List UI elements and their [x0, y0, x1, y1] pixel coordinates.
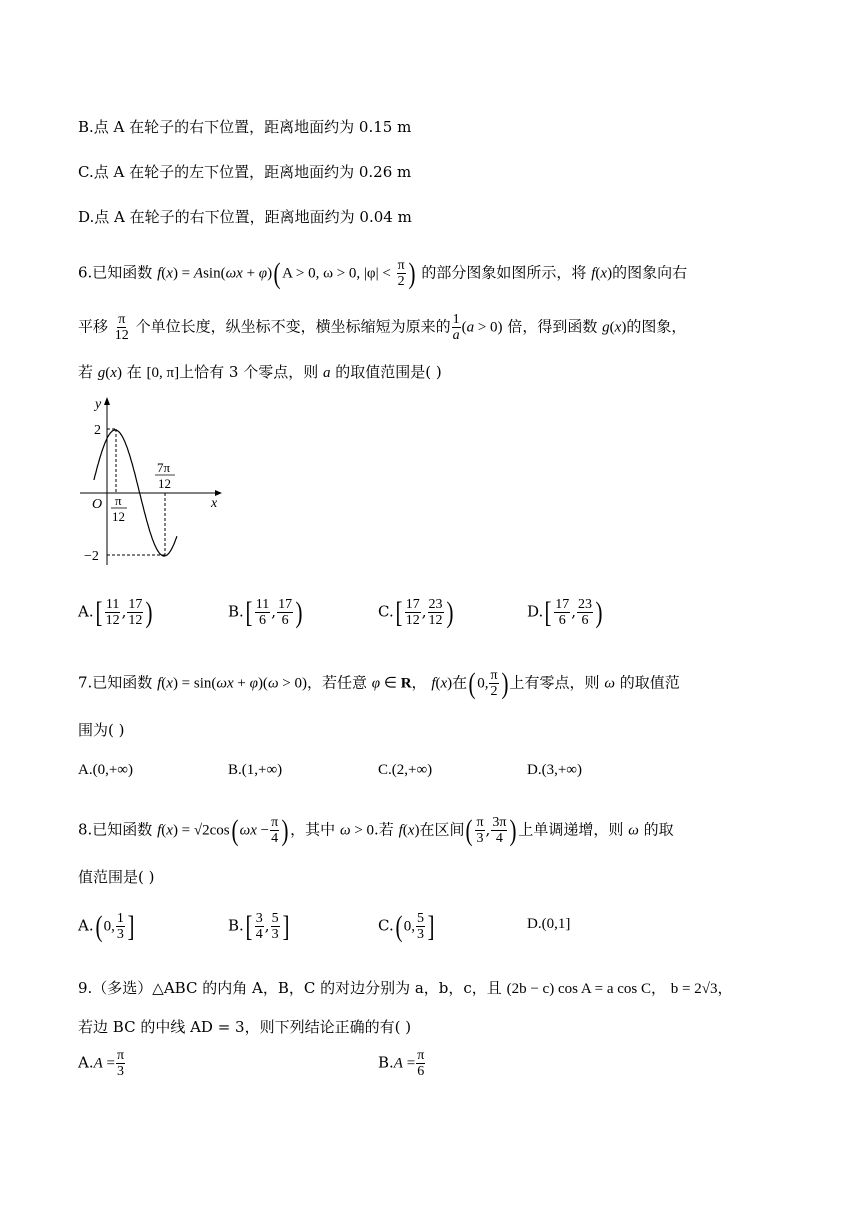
q7-in-text: 在	[452, 673, 468, 692]
q6-option-d: D.[ $\frac{17}{6}$ , $\frac{23}{6}$ )	[527, 595, 603, 629]
tick2-num: 7π	[157, 460, 171, 475]
q9-option-a: A.A = $\frac{\pi}{3}$	[78, 1048, 125, 1079]
q7-line1: 7.已知函数 f(x) = sin(ωx + φ)(ω > 0)，若任意 φ ∈ R， f(x)在( 0, $\frac{\pi}{2}$ ) 上有零点，则 ω 的取值范	[78, 666, 680, 700]
q8-option-b: B.[ $\frac{3}{4}$ , $\frac{5}{3}$ ]	[228, 909, 290, 943]
q8-option-c: C.( 0, $\frac{5}{3}$ ]	[378, 909, 435, 943]
q6-sine-graph	[78, 395, 238, 570]
q7-option-a: A.(0,+∞)	[78, 762, 133, 778]
y-axis-label: y	[95, 397, 102, 412]
q7-any-text: ，若任意	[307, 673, 368, 692]
q7-zero-text: 上有零点，则	[509, 673, 600, 692]
q6-if-text: 若	[78, 363, 94, 381]
q9-prefix: 9.（多选）△ABC 的内角 A，B，C 的对边分别为 a，b，c，且	[78, 979, 502, 997]
y-max-label: 2	[94, 423, 101, 438]
q6-shift-text: 平移	[78, 317, 109, 336]
q6-option-c: C.[ $\frac{17}{12}$ , $\frac{23}{12}$ )	[378, 595, 453, 629]
q6-prefix: 6.已知函数	[78, 263, 153, 282]
x-axis-label: x	[211, 496, 218, 511]
q8-take-text: 的取	[643, 820, 674, 839]
q6-zeros-text: 上恰有 3 个零点，则	[179, 363, 319, 381]
q9-line1: 9.（多选）△ABC 的内角 A，B，C 的对边分别为 a，b，c，且 (2b − c) cos A = a cos C， b = 2√3，	[78, 979, 733, 997]
q6-one-over-a: $\frac{1}{a}$	[452, 312, 460, 343]
q8-where-text: ，其中	[290, 820, 336, 839]
q5-option-b: B.点 A 在轮子的右下位置，距离地面约为 0.15 m	[78, 118, 412, 136]
q7-option-c: C.(2,+∞)	[378, 762, 433, 778]
q6-pi-over-12: $\frac{\pi}{12}$	[114, 312, 129, 343]
q8-if-text: .若	[374, 820, 394, 839]
q7-line2: 围为( )	[78, 721, 125, 739]
q9-equation: (2b − c) cos A = a cos C	[506, 981, 651, 997]
q7-option-b: B.(1,+∞)	[228, 762, 283, 778]
q9-b-value: b = 2√3	[670, 981, 718, 997]
q8-line2: 值范围是( )	[78, 868, 155, 886]
q7-range-text: 的取值范	[619, 673, 680, 692]
q8-line1: 8.已知函数 f(x) = √2cos( ωx − $\frac{\pi}{4}$ ) ，其中 ω > 0.若 f(x)在区间( $\frac{\pi}{3}$ , $\frac{3\pi}{4}$ ) 上单调递增，则 ω 的取	[78, 813, 674, 847]
q6-line1: 6.已知函数 f(x) = Asin(ωx + φ)( A > 0, ω > 0, |φ| < $\frac{\pi}{2}$ ) 的部分图象如图所示，将 f(x)的图象向右	[78, 256, 688, 290]
q6-line3: 若 g(x) 在 [0, π]上恰有 3 个零点，则 a 的取值范围是( )	[78, 363, 442, 381]
q8-interval-text: 在区间	[419, 820, 465, 839]
q6-image-text: 的图象，	[626, 317, 687, 336]
q6-suffix1: 的部分图象如图所示，将	[421, 263, 587, 282]
tick1-num: π	[115, 493, 122, 508]
q5-option-c: C.点 A 在轮子的左下位置，距离地面约为 0.26 m	[78, 163, 412, 181]
q8-increasing-text: 上单调递增，则	[518, 820, 624, 839]
q7-prefix: 7.已知函数	[78, 673, 153, 692]
q6-condition: A > 0, ω > 0, |φ| <	[282, 265, 391, 282]
q9-option-b: B.A = $\frac{\pi}{6}$	[378, 1048, 425, 1079]
q6-function: f(x) = Asin(ωx + φ)	[157, 265, 273, 282]
q6-result-text: 倍，得到函数	[507, 317, 598, 336]
origin-label: O	[92, 497, 103, 512]
q5-option-d: D.点 A 在轮子的右下位置，距离地面约为 0.04 m	[78, 208, 412, 226]
q6-range-text: 的取值范围是( )	[335, 363, 442, 381]
q6-option-a: A.[ $\frac{11}{12}$ , $\frac{17}{12}$ )	[78, 595, 153, 629]
q6-line2: 平移 $\frac{\pi}{12}$ 个单位长度，纵坐标不变，横坐标缩短为原来的 $\frac{1}{a}$ (a > 0) 倍，得到函数 g(x)的图象，	[78, 312, 687, 343]
y-min-label: −2	[84, 549, 99, 564]
q6-suffix2: 的图象向右	[612, 263, 688, 282]
y-axis-arrow	[104, 397, 110, 405]
q6-in-text: 在	[126, 363, 142, 381]
q8-prefix: 8.已知函数	[78, 820, 153, 839]
q6-scale-text: 个单位长度，纵坐标不变，横坐标缩短为原来的	[135, 317, 451, 336]
q7-option-d: D.(3,+∞)	[527, 762, 582, 778]
tick2-den: 12	[158, 476, 171, 491]
q6-pi-over-2: $\frac{\pi}{2}$	[397, 258, 405, 289]
q6-option-b: B.[ $\frac{11}{6}$ , $\frac{17}{6}$ )	[228, 595, 303, 629]
tick1-den: 12	[112, 509, 125, 524]
q8-option-d: D.(0,1]	[527, 916, 571, 932]
q9-line2: 若边 BC 的中线 AD = 3，则下列结论正确的有( )	[78, 1018, 412, 1036]
q8-option-a: A.( 0, $\frac{1}{3}$ ]	[78, 909, 135, 943]
